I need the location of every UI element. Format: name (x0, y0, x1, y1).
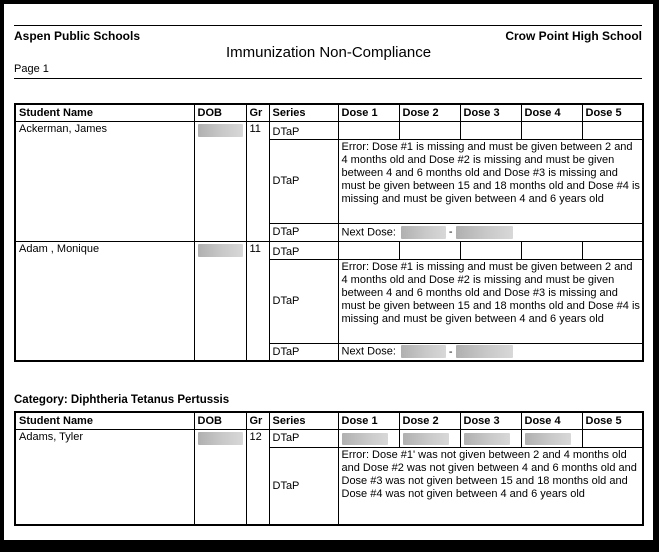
student-row (15, 121, 643, 139)
column-header-dose2: Dose 2 (399, 104, 460, 121)
dob-redaction (198, 244, 243, 257)
compliance-table-1 (14, 103, 644, 362)
column-header-student-name: Student Name (15, 412, 194, 429)
subheader-rule (14, 78, 642, 79)
next-dose-end-redaction (456, 226, 513, 239)
page-number: Page 1 (14, 63, 49, 75)
table-header-row (15, 104, 643, 121)
grade-cell: 12 (246, 429, 269, 525)
compliance-table-1-grid (14, 103, 644, 362)
column-header-dose1: Dose 1 (338, 104, 399, 121)
dose2-cell (399, 241, 460, 259)
column-header-dob: DOB (194, 412, 246, 429)
next-dose-range-dash: - (448, 345, 453, 358)
next-dose-range-dash: - (448, 225, 453, 238)
dose4-cell (521, 121, 582, 139)
column-header-dose4: Dose 4 (521, 104, 582, 121)
compliance-table-2-grid (14, 411, 644, 526)
dose5-cell (582, 121, 643, 139)
student-name: Adam , Monique (15, 241, 194, 361)
error-message: Error: Dose #1' was not given between 2 and 4 months old and Dose #2 was not given between 4 and 6 months old and Dose #3 was not given between 15 and 18 months old and Dose #4 was not given between 4 and 6 years old (338, 447, 643, 525)
category-heading: Category: Diphtheria Tetanus Pertussis (14, 394, 230, 406)
dose2-cell (399, 429, 460, 447)
header-rule (14, 25, 642, 26)
column-header-dose4: Dose 4 (521, 412, 582, 429)
grade-cell: 11 (246, 241, 269, 361)
dose3-cell (460, 429, 521, 447)
column-header-dob: DOB (194, 104, 246, 121)
dose3-cell (460, 121, 521, 139)
next-dose-start-redaction (401, 226, 446, 239)
grade-cell: 11 (246, 121, 269, 241)
student-name: Adams, Tyler (15, 429, 194, 525)
column-header-dose2: Dose 2 (399, 412, 460, 429)
dose4-redaction (525, 433, 571, 445)
dose1-cell (338, 429, 399, 447)
column-header-dose3: Dose 3 (460, 104, 521, 121)
next-dose-end-redaction (456, 345, 513, 358)
dob-cell (194, 241, 246, 361)
column-header-dose3: Dose 3 (460, 412, 521, 429)
series-cell: DTaP (269, 241, 338, 259)
compliance-table-2 (14, 411, 644, 526)
dose4-cell (521, 429, 582, 447)
dose3-cell (460, 241, 521, 259)
school-name: Crow Point High School (505, 29, 642, 43)
next-dose-start-redaction (401, 345, 446, 358)
series-cell: DTaP (269, 121, 338, 139)
column-header-dose1: Dose 1 (338, 412, 399, 429)
series-cell: DTaP (269, 343, 338, 361)
district-name: Aspen Public Schools (14, 29, 141, 43)
column-header-gr: Gr (246, 104, 269, 121)
next-dose-cell (338, 223, 643, 241)
series-cell: DTaP (269, 223, 338, 241)
dose1-cell (338, 121, 399, 139)
table-header-row (15, 412, 643, 429)
series-cell: DTaP (269, 139, 338, 223)
series-cell: DTaP (269, 429, 338, 447)
dose5-cell (582, 241, 643, 259)
error-message: Error: Dose #1 is missing and must be given between 2 and 4 months old and Dose #2 is missing and must be given between 4 and 6 months old and Dose #3 is missing and must be given between 15 and 18 months old and Dose #4 is missing and must be given between 4 and 6 years old (338, 139, 643, 223)
next-dose-cell (338, 343, 643, 361)
column-header-dose5: Dose 5 (582, 412, 643, 429)
series-cell: DTaP (269, 259, 338, 343)
dob-cell (194, 429, 246, 525)
dob-cell (194, 121, 246, 241)
dose2-cell (399, 121, 460, 139)
dose3-redaction (464, 433, 510, 445)
column-header-student-name: Student Name (15, 104, 194, 121)
column-header-gr: Gr (246, 412, 269, 429)
next-dose-label: Next Dose: (341, 225, 396, 238)
series-cell: DTaP (269, 447, 338, 525)
error-message: Error: Dose #1 is missing and must be given between 2 and 4 months old and Dose #2 is missing and must be given between 4 and 6 months old and Dose #3 is missing and must be given between 15 and 18 months old and Dose #4 is missing and must be given between 4 and 6 years old (338, 259, 643, 343)
column-header-series: Series (269, 412, 338, 429)
dose5-cell (582, 429, 643, 447)
dob-redaction (198, 124, 243, 137)
student-name: Ackerman, James (15, 121, 194, 241)
dose1-cell (338, 241, 399, 259)
student-row (15, 429, 643, 447)
student-row (15, 241, 643, 259)
next-dose-label: Next Dose: (341, 345, 396, 358)
dose4-cell (521, 241, 582, 259)
dose2-redaction (403, 433, 449, 445)
report-title: Immunization Non-Compliance (225, 44, 432, 61)
report-page (4, 4, 653, 540)
column-header-dose5: Dose 5 (582, 104, 643, 121)
dob-redaction (198, 432, 243, 445)
dose1-redaction (342, 433, 388, 445)
column-header-series: Series (269, 104, 338, 121)
